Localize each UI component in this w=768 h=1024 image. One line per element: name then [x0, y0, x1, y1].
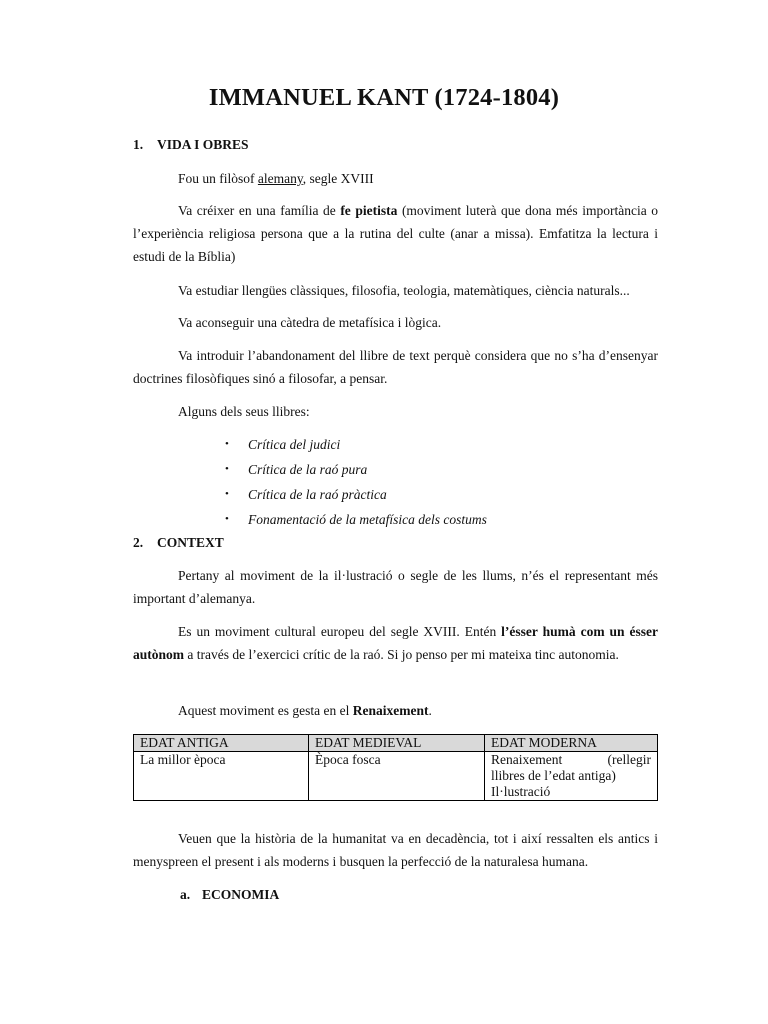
list-item: • Crítica del judici	[222, 432, 487, 457]
bold-term: Renaixement	[352, 703, 429, 718]
underlined-word: alemany	[257, 171, 303, 186]
list-item: • Crítica de la raó pràctica	[222, 482, 487, 507]
column-header: EDAT ANTIGA	[134, 735, 309, 752]
epochs-table	[133, 734, 658, 801]
bullet-icon: •	[225, 438, 229, 450]
paragraph-decadence: Veuen que la història de la humanitat va en decadència, tot i així ressalten els antics i menyspreen el present i als moderns i busquen la perfecció de la naturalesa humana.	[133, 831, 658, 869]
paragraph-origin: Fou un filòsof alemany, segle XVIII	[178, 171, 374, 186]
bold-term: l’ésser humà com un ésser autònom	[133, 624, 658, 662]
page-title: IMMANUEL KANT (1724-1804)	[208, 84, 560, 111]
bullet-icon: •	[225, 513, 229, 525]
bullet-icon: •	[225, 463, 229, 475]
list-item: • Crítica de la raó pura	[222, 457, 487, 482]
paragraph-enlightenment: Pertany al moviment de la il·lustració o segle de les llums, n’és el representant més important d’alemanya.	[133, 568, 658, 606]
table-cell: Època fosca	[309, 752, 485, 801]
paragraph-family: Va créixer en una família de fe pietista (moviment luterà que dona més importància o l’experiència religiosa persona que a la rutina del culte (anar a missa). Emfatitza la lectura i estudi de la Bíblia)	[133, 203, 659, 264]
table-cell: Renaixement (rellegir llibres de l’edat antiga) Il·lustració	[485, 752, 658, 801]
paragraph-renaissance: Aquest moviment es gesta en el Renaixement.	[178, 703, 432, 718]
subsection-heading-economia	[180, 887, 279, 903]
table-row	[134, 752, 658, 801]
bold-term: fe pietista	[340, 203, 398, 218]
section-number: 1.	[133, 137, 144, 152]
paragraph-books-intro: Alguns dels seus llibres:	[178, 404, 310, 419]
section-title: CONTEXT	[157, 535, 224, 550]
paragraph-textbook: Va introduir l’abandonament del llibre de text perquè considera que no s’ha d’ensenyar doctrines filosòfiques sinó a filosofar, a pensar.	[133, 348, 658, 386]
table-header-row	[134, 735, 658, 752]
books-list	[222, 432, 487, 532]
column-header: EDAT MODERNA	[485, 735, 658, 752]
section-title: VIDA I OBRES	[157, 137, 249, 152]
column-header: EDAT MEDIEVAL	[309, 735, 485, 752]
section-heading-context	[133, 535, 224, 551]
bullet-icon: •	[225, 488, 229, 500]
list-item: • Fonamentació de la metafísica dels costums	[222, 507, 487, 532]
table-cell: La millor època	[134, 752, 309, 801]
paragraph-movement: Es un moviment cultural europeu del segle XVIII. Entén l’ésser humà com un ésser autònom a través de l’exercici crític de la raó. Si jo penso per mi mateixa tinc autonomia.	[133, 624, 658, 662]
paragraph-chair: Va aconseguir una càtedra de metafísica i lògica.	[178, 315, 442, 330]
section-heading-vida-i-obres	[133, 137, 249, 153]
subsection-letter: a.	[180, 887, 191, 902]
section-number: 2.	[133, 535, 144, 550]
paragraph-studies: Va estudiar llengües clàssiques, filosofia, teologia, matemàtiques, ciència naturals...	[178, 283, 630, 298]
subsection-title: ECONOMIA	[202, 887, 280, 902]
